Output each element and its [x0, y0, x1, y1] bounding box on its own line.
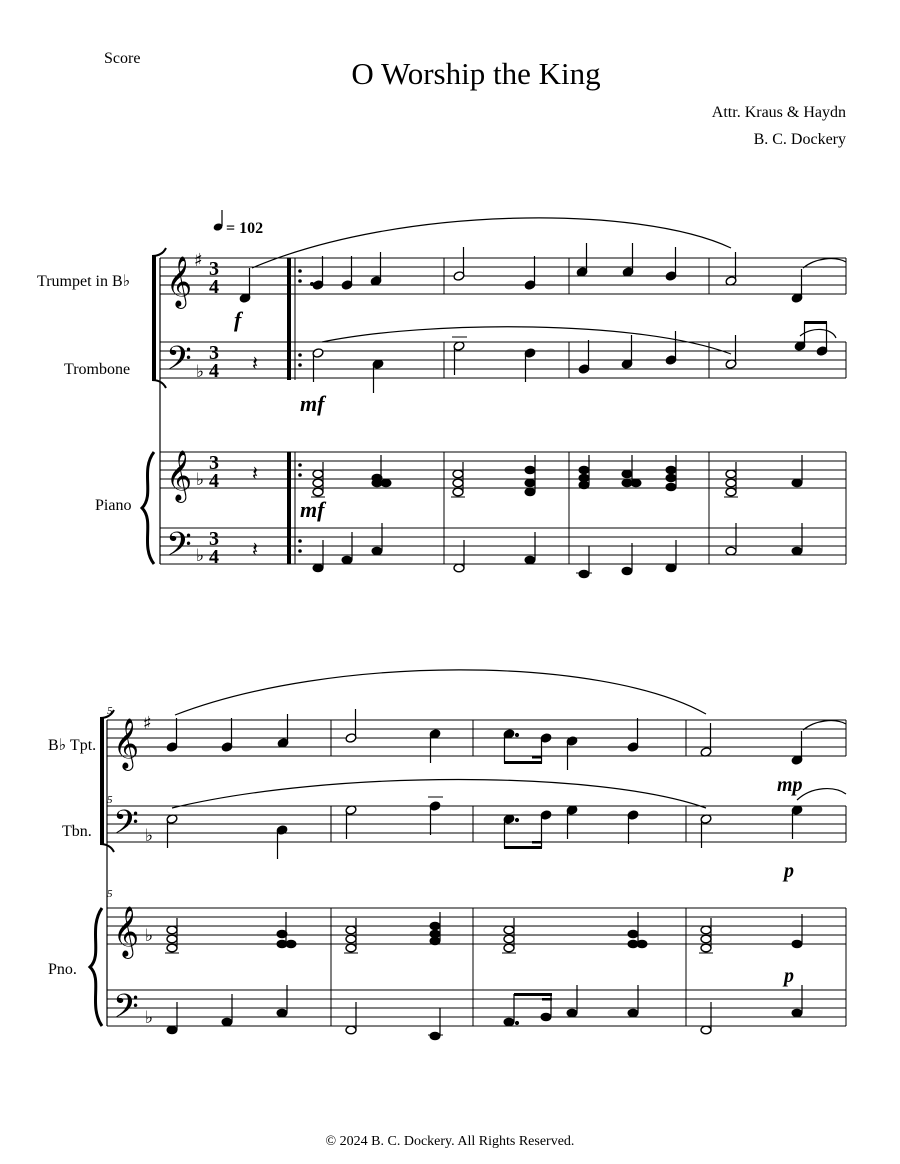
treble-clef-icon: 𝄞: [166, 450, 193, 501]
dynamic-trumpet-2: mp: [777, 774, 803, 796]
flat-icon: ♭: [196, 470, 205, 490]
flat-icon: ♭: [145, 926, 154, 946]
part-name-piano-short: Pno.: [48, 961, 77, 978]
piano-bass-staff-2: [107, 990, 846, 1026]
svg-text:3: 3: [209, 258, 219, 280]
dynamic-trombone-1: mf: [300, 391, 325, 416]
flat-icon: ♭: [196, 362, 205, 382]
svg-text:4: 4: [209, 276, 219, 298]
svg-text:3: 3: [209, 452, 219, 474]
dynamic-trombone-2: p: [784, 860, 794, 882]
svg-text:𝄽: 𝄽: [252, 461, 259, 485]
svg-text:𝄽: 𝄽: [252, 351, 259, 375]
part-name-piano: Piano: [95, 497, 132, 514]
measure-number: 5: [107, 705, 113, 717]
measure-number: 5: [107, 794, 113, 806]
dynamic-piano-1: mf: [300, 497, 325, 522]
piano-brace-2: [90, 908, 102, 1026]
copyright-notice: © 2024 B. C. Dockery. All Rights Reserved.: [325, 1134, 575, 1149]
composer-credit: Attr. Kraus & Haydn: [711, 104, 846, 121]
flat-icon: ♭: [145, 826, 154, 846]
treble-clef-icon: 𝄞: [166, 256, 193, 307]
bass-clef-icon: 𝄢: [113, 988, 139, 1034]
piano-bass-notes-2: [167, 985, 802, 1040]
piano-brace-1: [142, 452, 154, 564]
bass-clef-icon: 𝄢: [166, 526, 192, 572]
treble-clef-icon: 𝄞: [113, 906, 140, 957]
trombone-staff-1: [160, 342, 846, 378]
part-name-trombone: Trombone: [64, 361, 131, 378]
sharp-icon: ♯: [194, 250, 203, 271]
piano-bass-staff-1: [160, 528, 846, 564]
page-title: O Worship the King: [351, 56, 601, 91]
piano-bass-notes-1: [313, 523, 802, 578]
quarter-rests: [252, 351, 258, 561]
dynamic-trumpet-1: f: [234, 307, 242, 332]
svg-text:𝄽: 𝄽: [252, 537, 259, 561]
part-name-trumpet: Trumpet in B♭: [37, 273, 131, 290]
barlines-2: [331, 720, 846, 1026]
tempo-marking: [213, 210, 264, 237]
ensemble-bracket-1: [152, 248, 166, 564]
bass-clef-icon: 𝄢: [166, 340, 192, 386]
part-name-trumpet-short: B♭ Tpt.: [48, 737, 97, 754]
treble-clef-icon: 𝄞: [113, 718, 140, 769]
tempo-text: = 102: [226, 220, 264, 237]
svg-text:4: 4: [209, 360, 219, 382]
bass-clef-icon: 𝄢: [113, 804, 139, 850]
arranger-credit: B. C. Dockery: [753, 131, 846, 148]
svg-text:4: 4: [209, 546, 219, 568]
sharp-icon: ♯: [143, 713, 152, 734]
score-label: Score: [104, 50, 141, 67]
dynamic-piano-2: p: [784, 965, 794, 987]
flat-icon: ♭: [196, 546, 205, 566]
svg-text:3: 3: [209, 342, 219, 364]
trumpet-notes-2: [166, 709, 803, 770]
svg-text:4: 4: [209, 470, 219, 492]
barlines-1: [444, 258, 846, 564]
piano-treble-notes-2: [165, 912, 802, 953]
ensemble-bracket-2: [100, 710, 114, 1026]
piano-treble-staff-1: [160, 452, 846, 488]
piano-treble-staff-2: [107, 908, 846, 944]
trumpet-staff-2: [107, 720, 846, 756]
svg-text:3: 3: [209, 528, 219, 550]
measure-number: 5: [107, 888, 113, 900]
time-signatures-1: [209, 258, 219, 568]
flat-icon: ♭: [145, 1008, 154, 1028]
trombone-staff-2: [107, 806, 846, 842]
part-name-trombone-short: Tbn.: [62, 823, 92, 840]
